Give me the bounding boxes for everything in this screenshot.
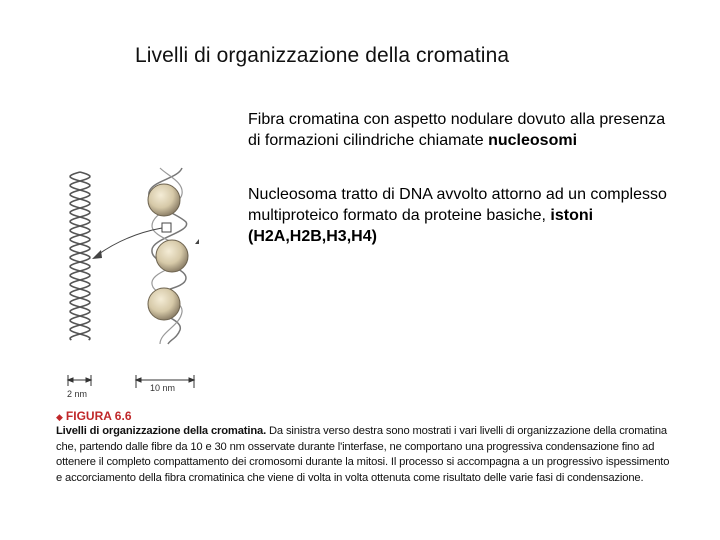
figure-label	[56, 409, 132, 423]
zoom-box	[162, 223, 171, 232]
scale-label-fiber: 10 nm	[150, 383, 176, 393]
dna-double-helix	[70, 172, 90, 340]
scale-label-dna: 2 nm	[67, 389, 88, 399]
fiber-description-text: Fibra cromatina con aspetto nodulare dovuto alla presenza di formazioni cilindriche chiamate	[248, 111, 666, 149]
slide-title: Livelli di organizzazione della cromatina	[135, 44, 510, 67]
figure-caption	[56, 424, 674, 486]
diamond-bullet-icon: ◆	[56, 412, 63, 422]
nucleosome-description-text: Nucleosoma tratto di DNA avvolto attorno ad un complesso multiproteico formato da proteine basiche,	[248, 186, 667, 224]
histones-term: istoni (H2A,H2B,H3,H4)	[248, 207, 594, 245]
nucleosome-fiber	[92, 168, 199, 344]
cropped-arrow-mark	[195, 239, 199, 244]
nucleosomi-term: nucleosomi	[488, 132, 578, 149]
nucleosome-bead-bottom	[148, 288, 180, 320]
scale-bar-dna	[68, 375, 91, 386]
figure-label-text: FIGURA 6.6	[65, 409, 132, 423]
caption-heading: Livelli di organizzazione della cromatina.	[56, 425, 267, 437]
nucleosome-bead-middle	[156, 240, 188, 272]
nucleosome-bead-top	[148, 184, 180, 216]
zoom-arrowhead	[92, 250, 102, 259]
caption-body: Da sinistra verso destra sono mostrati i vari livelli di organizzazione della cromatina che, partendo dalle fibre da 10 e 30 nm osservate durante l'interfase, ne comportano una progressiva condensazione fino ad ottenere il completo compattamento dei cromosomi durante la mitosi. Il processo si accompagna a un progressivo ispessimento e accorciamento della fibra cromatinica che viene di volta in volta ottenuta come risultato delle varie fasi di condensazione.	[56, 425, 670, 484]
